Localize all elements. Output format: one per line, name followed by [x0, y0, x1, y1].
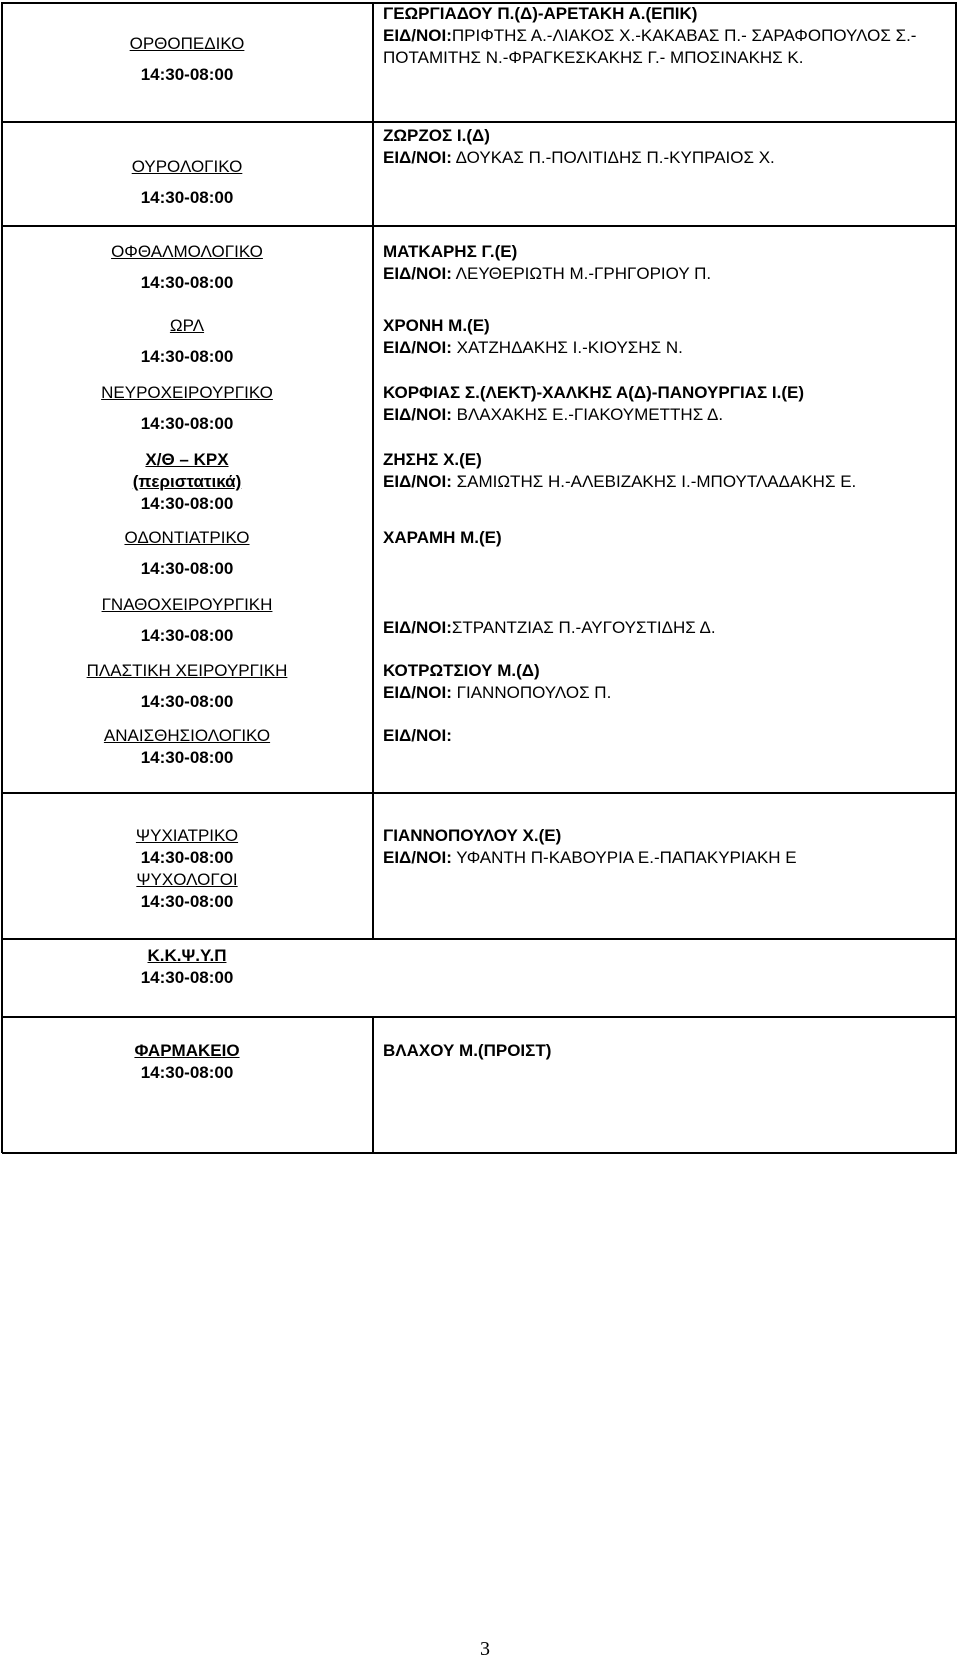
department-cell [2, 382, 372, 435]
row-divider [2, 121, 957, 123]
staff-cell [383, 125, 955, 169]
staff-cell [383, 825, 955, 869]
staff-cell [383, 449, 955, 493]
staff-cell [383, 660, 955, 704]
shift-hours: 14:30-08:00 [140, 65, 234, 84]
department-name: ΩΡΛ [169, 316, 205, 335]
row-divider [2, 792, 957, 794]
staff-cell [383, 527, 955, 549]
shift-hours: 14:30-08:00 [140, 848, 234, 867]
staff-cell [383, 1040, 955, 1062]
row-divider [2, 225, 957, 227]
residents-prefix: ΕΙΔ/ΝΟΙ: [383, 683, 452, 702]
shift-hours: 14:30-08:00 [140, 748, 234, 767]
doctor-on-duty: ΚΟΤΡΩΤΣΙΟΥ Μ.(Δ) [383, 661, 540, 680]
department-name: ΟΥΡΟΛΟΓΙΚΟ [131, 157, 243, 176]
department-cell [2, 527, 372, 580]
page-number: 3 [480, 1638, 490, 1660]
department-cell [2, 315, 372, 368]
row-divider [2, 938, 957, 940]
doctor-on-duty: ΒΛΑΧΟΥ Μ.(ΠΡΟΙΣΤ) [383, 1041, 552, 1060]
staff-cell [383, 315, 955, 359]
department-name: ΟΔΟΝΤΙΑΤΡΙΚΟ [124, 528, 250, 547]
residents-prefix: ΕΙΔ/ΝΟΙ: [383, 26, 452, 45]
residents-list: ΕΙΔ/ΝΟΙ: ΧΑΤΖΗΔΑΚΗΣ Ι.-ΚΙΟΥΣΗΣ Ν. [383, 338, 683, 357]
residents-list: ΕΙΔ/ΝΟΙ: ΒΛΑΧΑΚΗΣ Ε.-ΓΙΑΚΟΥΜΕΤΤΗΣ Δ. [383, 405, 724, 424]
department-cell [2, 660, 372, 713]
shift-hours: 14:30-08:00 [140, 347, 234, 366]
doctor-on-duty: ΓΕΩΡΓΙΑΔΟΥ Π.(Δ)-ΑΡΕΤΑΚΗ Α.(ΕΠΙΚ) [383, 4, 698, 23]
doctor-on-duty: ΕΙΔ/ΝΟΙ: [383, 726, 452, 745]
residents-list: ΕΙΔ/ΝΟΙ:ΣΤΡΑΝΤΖΙΑΣ Π.-ΑΥΓΟΥΣΤΙΔΗΣ Δ. [383, 618, 716, 637]
department-name: Χ/Θ – ΚΡΧ [145, 450, 229, 469]
shift-hours: 14:30-08:00 [140, 692, 234, 711]
department-name: ΟΦΘΑΛΜΟΛΟΓΙΚΟ [111, 242, 263, 261]
row-divider [2, 1016, 957, 1018]
table-border-bottom [2, 1152, 957, 1154]
department-name: ΝΕΥΡΟΧΕΙΡΟΥΡΓΙΚΟ [101, 383, 273, 402]
doctor-on-duty: ΖΗΣΗΣ Χ.(Ε) [383, 450, 482, 469]
shift-hours: 14:30-08:00 [140, 892, 234, 911]
residents-prefix: ΕΙΔ/ΝΟΙ: [383, 405, 452, 424]
shift-hours: 14:30-08:00 [140, 414, 234, 433]
shift-hours: 14:30-08:00 [140, 1063, 234, 1082]
doctor-on-duty: ΖΩΡΖΟΣ Ι.(Δ) [383, 126, 490, 145]
residents-prefix: ΕΙΔ/ΝΟΙ: [383, 618, 452, 637]
residents-list: ΕΙΔ/ΝΟΙ: ΥΦΑΝΤΗ Π-ΚΑΒΟΥΡΙΑ Ε.-ΠΑΠΑΚΥΡΙΑΚΗ Ε [383, 848, 797, 867]
shift-hours: 14:30-08:00 [140, 273, 234, 292]
staff-cell [383, 241, 955, 285]
staff-cell [383, 382, 955, 426]
shift-hours: 14:30-08:00 [140, 968, 234, 987]
shift-hours: 14:30-08:00 [140, 626, 234, 645]
column-divider [372, 1016, 374, 1153]
department-cell [2, 33, 372, 86]
department-cell [2, 725, 372, 769]
table-border-right [955, 2, 957, 1153]
department-subtitle: (περιστατικά) [132, 472, 242, 491]
doctor-on-duty: ΓΙΑΝΝΟΠΟΥΛΟΥ Χ.(Ε) [383, 826, 562, 845]
column-divider [372, 2, 374, 939]
department-name: ΓΝΑΘΟΧΕΙΡΟΥΡΓΙΚΗ [101, 595, 273, 614]
department-name: ΑΝΑΙΣΘΗΣΙΟΛΟΓΙΚΟ [103, 726, 271, 745]
staff-cell [383, 617, 955, 639]
shift-hours: 14:30-08:00 [140, 559, 234, 578]
department-name: Κ.Κ.Ψ.Υ.Π [147, 946, 227, 965]
staff-cell [383, 3, 955, 69]
residents-list: ΕΙΔ/ΝΟΙ: ΛΕΥΘΕΡΙΩΤΗ Μ.-ΓΡΗΓΟΡΙΟΥ Π. [383, 264, 712, 283]
residents-list: ΕΙΔ/ΝΟΙ:ΠΡΙΦΤΗΣ Α.-ΛΙΑΚΟΣ Χ.-ΚΑΚΑΒΑΣ Π.- ΣΑΡΑΦΟΠΟΥΛΟΣ Σ.-ΠΟΤΑΜΙΤΗΣ Ν.-ΦΡΑΓΚΕΣΚΑΚΗΣ Γ.- ΜΠΟΣΙΝΑΚΗΣ Κ. [383, 26, 917, 67]
department-cell [2, 449, 372, 515]
doctor-on-duty: ΧΑΡΑΜΗ Μ.(Ε) [383, 528, 502, 547]
residents-prefix: ΕΙΔ/ΝΟΙ: [383, 148, 452, 167]
residents-list: ΕΙΔ/ΝΟΙ: ΣΑΜΙΩΤΗΣ Η.-ΑΛΕΒΙΖΑΚΗΣ Ι.-ΜΠΟΥΤΛΑΔΑΚΗΣ Ε. [383, 472, 857, 491]
department-cell [2, 594, 372, 647]
shift-hours: 14:30-08:00 [140, 494, 234, 513]
residents-prefix: ΕΙΔ/ΝΟΙ: [383, 848, 452, 867]
doctor-on-duty: ΜΑΤΚΑΡΗΣ Γ.(Ε) [383, 242, 518, 261]
department-name: ΠΛΑΣΤΙΚΗ ΧΕΙΡΟΥΡΓΙΚΗ [86, 661, 288, 680]
department-name: ΦΑΡΜΑΚΕΙΟ [134, 1041, 240, 1060]
department-name: ΨΥΧΙΑΤΡΙΚΟ [135, 826, 239, 845]
residents-list: ΕΙΔ/ΝΟΙ: ΓΙΑΝΝΟΠΟΥΛΟΣ Π. [383, 683, 612, 702]
department-name: ΟΡΘΟΠΕΔΙΚΟ [129, 34, 245, 53]
residents-prefix: ΕΙΔ/ΝΟΙ: [383, 264, 452, 283]
residents-list: ΕΙΔ/ΝΟΙ: ΔΟΥΚΑΣ Π.-ΠΟΛΙΤΙΔΗΣ Π.-ΚΥΠΡΑΙΟΣ Χ. [383, 148, 775, 167]
residents-prefix: ΕΙΔ/ΝΟΙ: [383, 472, 452, 491]
department-cell [2, 1040, 372, 1084]
doctor-on-duty: ΚΟΡΦΙΑΣ Σ.(ΛΕΚΤ)-ΧΑΛΚΗΣ Α(Δ)-ΠΑΝΟΥΡΓΙΑΣ Ι.(Ε) [383, 383, 804, 402]
residents-prefix: ΕΙΔ/ΝΟΙ: [383, 338, 452, 357]
department-name: ΨΥΧΟΛΟΓΟΙ [136, 870, 238, 889]
department-cell [2, 241, 372, 294]
department-cell [2, 945, 372, 989]
shift-hours: 14:30-08:00 [140, 188, 234, 207]
department-cell [2, 825, 372, 913]
doctor-on-duty: ΧΡΟΝΗ Μ.(Ε) [383, 316, 490, 335]
department-cell [2, 156, 372, 209]
staff-cell [383, 725, 955, 747]
